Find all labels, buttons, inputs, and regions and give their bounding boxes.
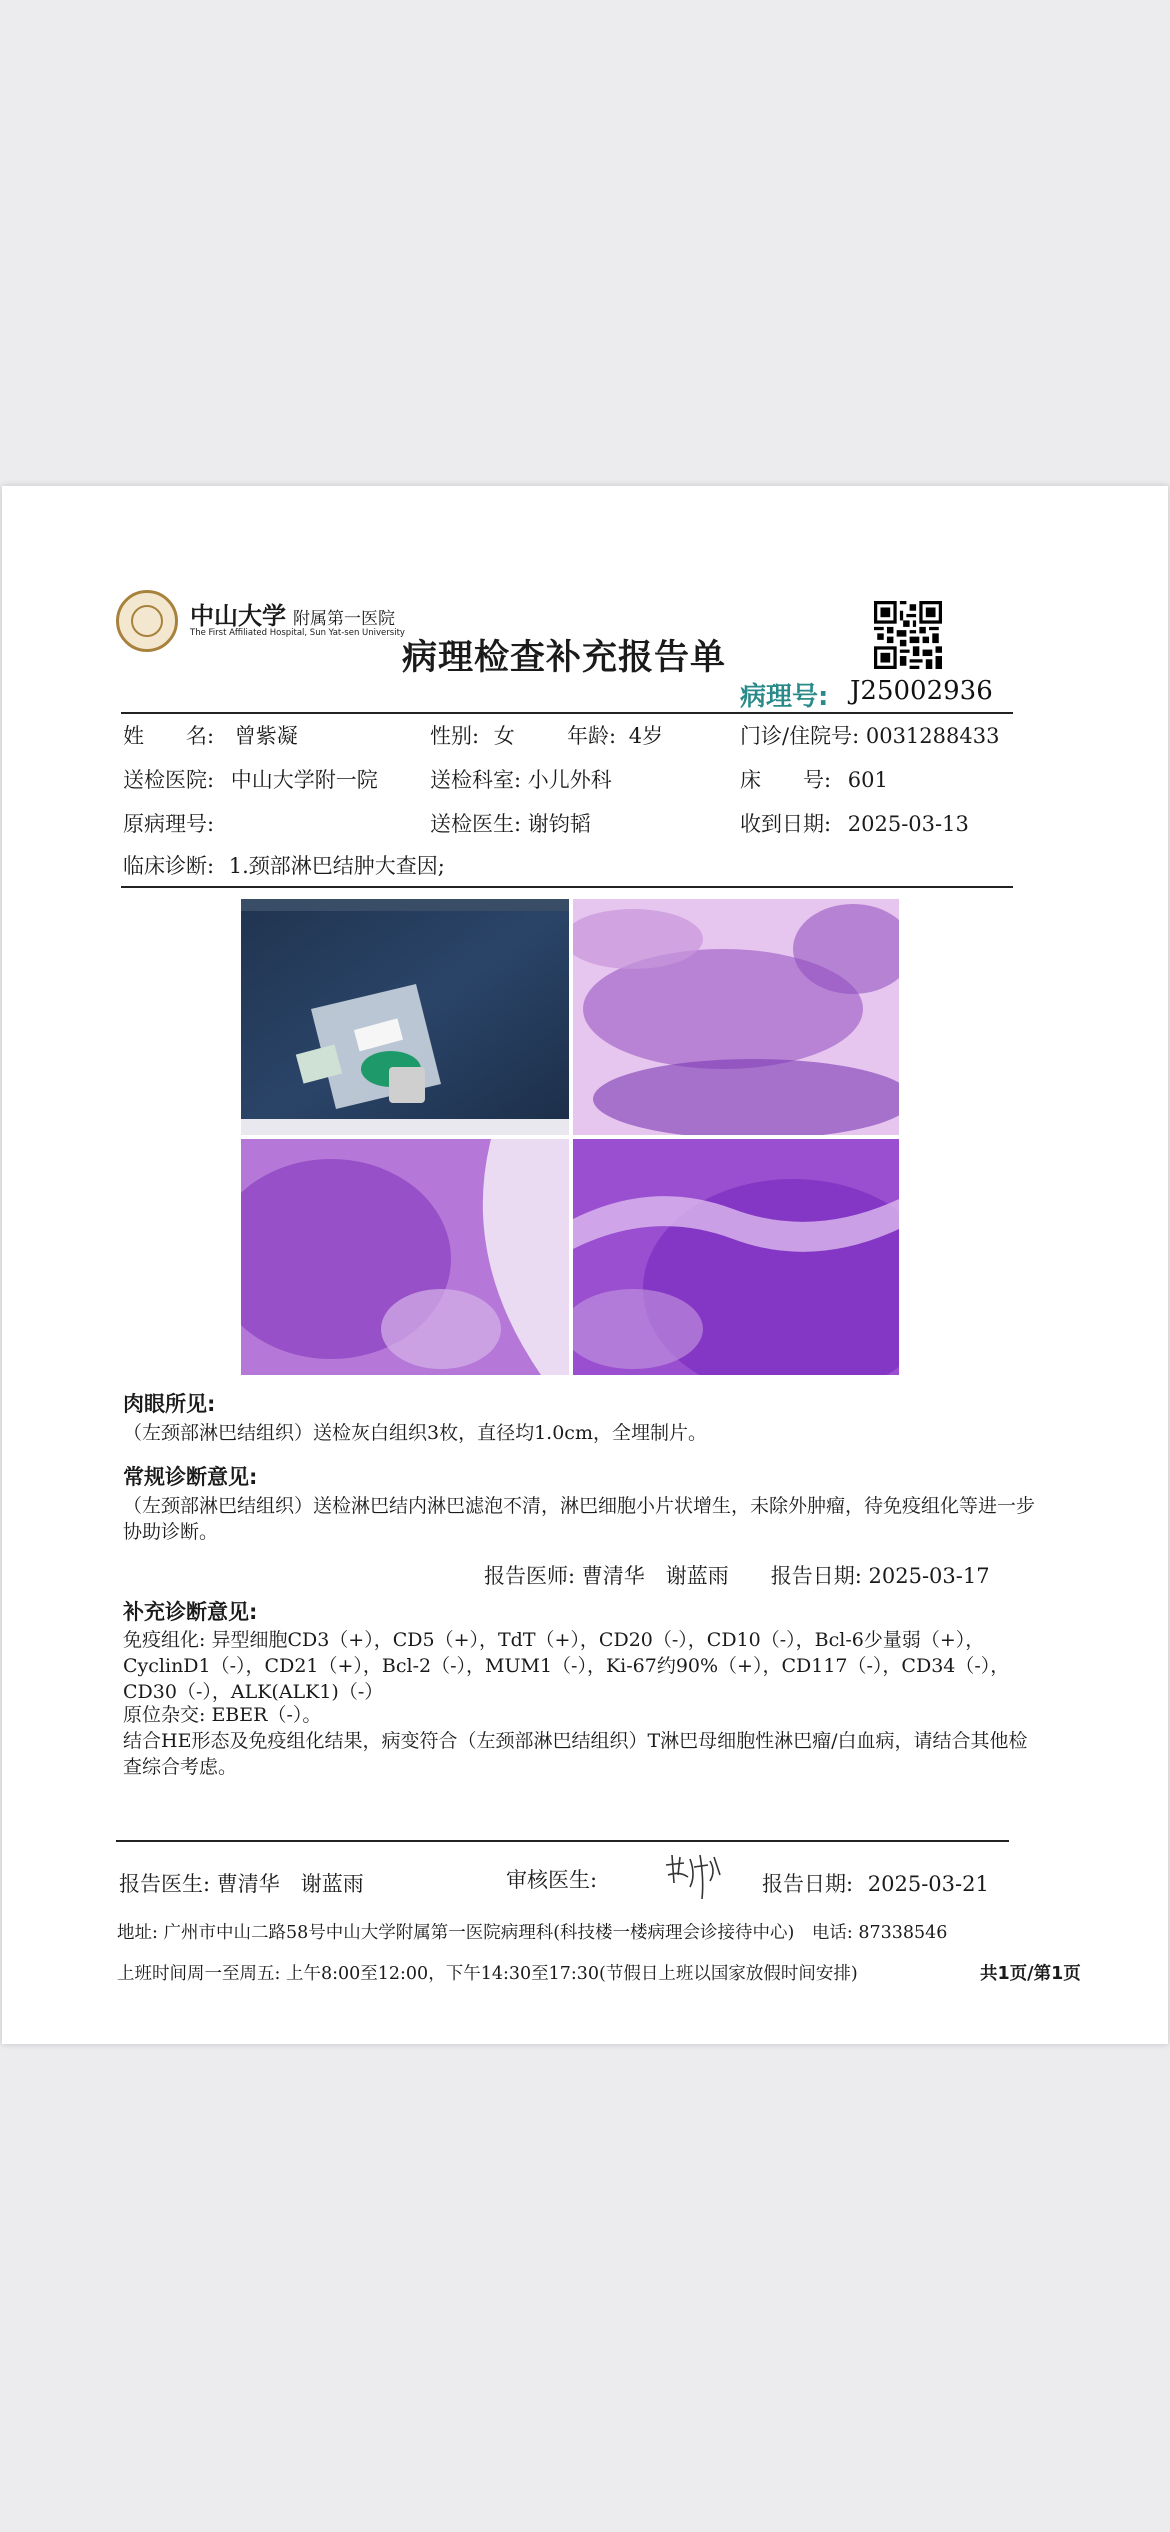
address-line: 地址: 广州市中山二路58号中山大学附属第一医院病理科(科技楼一楼病理会诊接待中心) 电话: 87338546 (117, 1923, 948, 1943)
pathology-number-label: 病理号: (740, 682, 829, 712)
report-title: 病理检查补充报告单 (402, 638, 727, 678)
supplement-heading: 补充诊断意见: (123, 1600, 258, 1624)
hospital-field (123, 764, 378, 794)
reporter-label: 报告医生: (119, 1872, 211, 1896)
name-label: 姓 名: (123, 724, 215, 748)
footer-divider (116, 1840, 1009, 1842)
bed-field (740, 764, 888, 794)
ihc-text: 免疫组化: 异型细胞CD3（+），CD5（+），TdT（+），CD20（-），CD10（-），Bcl-6少量弱（+），CyclinD1（-），CD21（+），Bcl-2（-），MUM1（-），Ki-67约90%（+），CD117（-），CD34（-），CD30（-），ALK(ALK1)（-） (123, 1629, 1010, 1703)
routine-signer-line: 报告医师: 曹清华 谢蓝雨 报告日期: 2025-03-17 (484, 1564, 990, 1588)
routine-diagnosis-heading: 常规诊断意见: (123, 1465, 258, 1489)
info-divider (121, 886, 1013, 888)
routine-diagnosis-text: （左颈部淋巴结组织）送检淋巴结内淋巴滤泡不清，淋巴细胞小片状增生，未除外肿瘤，待免疫组化等进一步协助诊断。 (123, 1495, 1036, 1543)
ish-text: 原位杂交: EBER（-）。 (123, 1704, 322, 1726)
patient-name-field (123, 720, 298, 750)
age-field (567, 720, 663, 750)
he-micrograph-1 (573, 899, 899, 1135)
sending-doctor: 谢钧韬 (527, 812, 591, 836)
received-date-label: 收到日期: (740, 812, 832, 836)
gross-heading: 肉眼所见: (123, 1392, 216, 1416)
doctor-label: 送检医生: (430, 812, 522, 836)
report-date-field (762, 1868, 989, 1898)
doctor-field (430, 808, 591, 838)
qr-code-icon (874, 601, 942, 669)
sending-hospital: 中山大学附一院 (230, 768, 378, 792)
university-name: 中山大学 (190, 601, 286, 630)
reporter-names: 曹清华 谢蓝雨 (216, 1872, 364, 1896)
university-seal-logo (116, 590, 178, 652)
original-pathology-label: 原病理号: (123, 812, 215, 836)
bed-number: 601 (847, 768, 888, 792)
received-date: 2025-03-13 (847, 812, 969, 836)
patient-age: 4岁 (628, 724, 664, 748)
hospital-english-name: The First Affiliated Hospital, Sun Yat-sen University (190, 628, 405, 638)
gross-text: （左颈部淋巴结组织）送检灰白组织3枚，直径均1.0cm，全埋制片。 (123, 1422, 707, 1444)
received-date-field (740, 808, 969, 838)
patient-sex: 女 (493, 724, 515, 748)
page-indicator: 共1页/第1页 (980, 1964, 1081, 1984)
pathology-number: J25002936 (850, 676, 993, 706)
sex-label: 性别: (430, 724, 480, 748)
patient-mrn: 0031288433 (865, 724, 1000, 748)
conclusion-text: 结合HE形态及免疫组化结果，病变符合（左颈部淋巴结组织）T淋巴母细胞性淋巴瘤/白血病，请结合其他检查综合考虑。 (123, 1730, 1028, 1778)
report-date-label: 报告日期: (762, 1872, 854, 1896)
reviewer-label: 审核医生: (506, 1868, 598, 1892)
department: 小儿外科 (527, 768, 612, 792)
he-micrograph-2 (241, 1139, 569, 1375)
reporter-field (119, 1868, 364, 1898)
reviewer-signature (660, 1845, 726, 1903)
department-label: 送检科室: (430, 768, 522, 792)
clinical-diagnosis-label: 临床诊断: (123, 854, 215, 878)
clinical-diagnosis: 1.颈部淋巴结肿大查因; (228, 854, 445, 878)
bed-label: 床 号: (740, 768, 832, 792)
department-field (430, 764, 612, 794)
hospital-name: 附属第一医院 (293, 609, 395, 629)
he-micrograph-3 (573, 1139, 899, 1375)
header-divider (121, 712, 1013, 714)
clinical-diagnosis-field (123, 850, 445, 880)
age-label: 年龄: (567, 724, 617, 748)
report-date: 2025-03-21 (867, 1872, 989, 1896)
specimen-photo (241, 899, 569, 1135)
sex-field (430, 720, 515, 750)
office-hours-line: 上班时间周一至周五: 上午8:00至12:00，下午14:30至17:30(节假日上班以国家放假时间安排) (117, 1964, 858, 1984)
mrn-label: 门诊/住院号: (740, 724, 860, 748)
hospital-label: 送检医院: (123, 768, 215, 792)
mrn-field (740, 720, 999, 750)
patient-name: 曾紫凝 (234, 724, 298, 748)
original-pathology-field (123, 808, 214, 838)
